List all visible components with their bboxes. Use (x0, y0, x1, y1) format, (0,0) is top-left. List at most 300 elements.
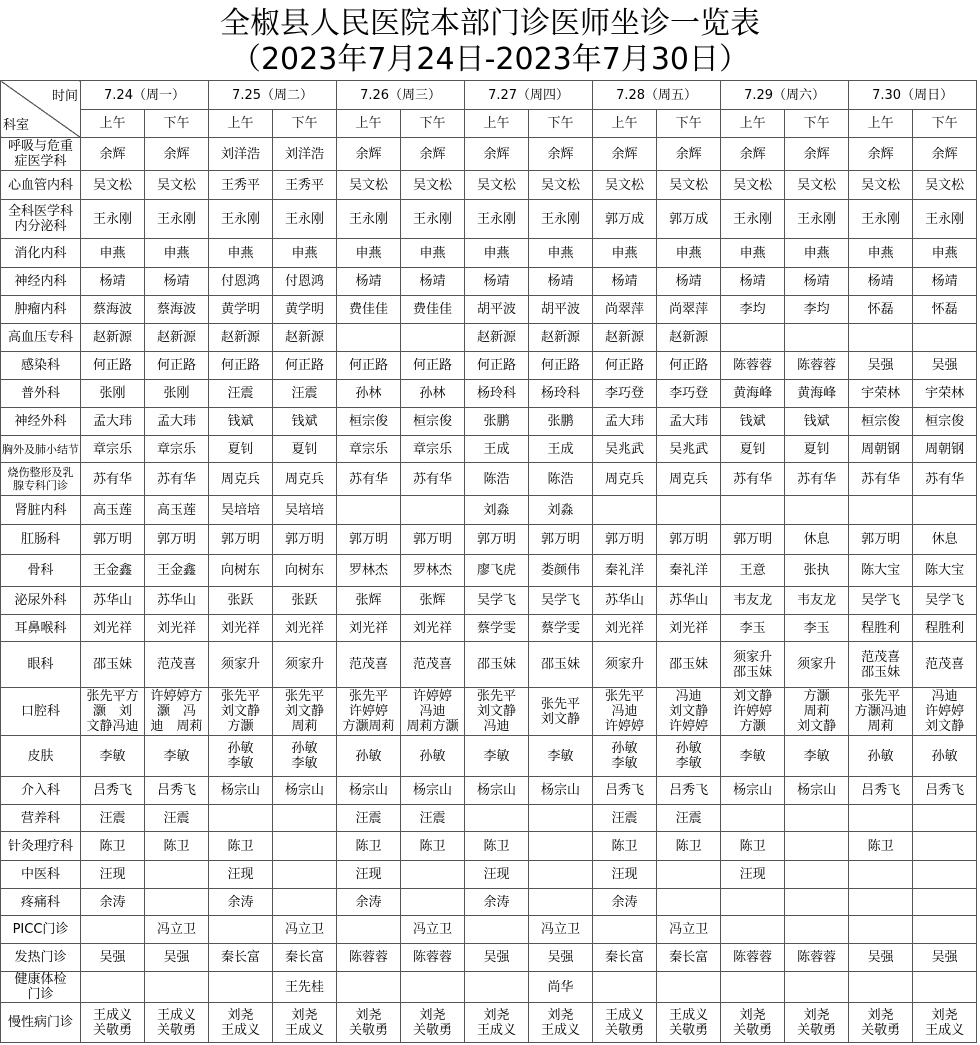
doctor-cell (785, 324, 849, 352)
department-name: 慢性病门诊 (1, 1003, 81, 1043)
doctor-cell: 赵新源 (81, 324, 145, 352)
doctor-cell: 桓宗俊 (401, 408, 465, 436)
doctor-cell: 汪现 (209, 861, 273, 889)
doctor-cell: 王成义 关敬勇 (81, 1003, 145, 1043)
department-name: 营养科 (1, 805, 81, 832)
doctor-cell: 苏有华 (81, 463, 145, 496)
doctor-cell: 杨靖 (81, 268, 145, 296)
doctor-cell: 刘尧 王成义 (209, 1003, 273, 1043)
doctor-cell: 汪震 (145, 805, 209, 832)
afternoon-header: 下午 (529, 110, 593, 138)
doctor-cell (849, 805, 913, 832)
table-row (1, 972, 977, 1003)
day-header: 7.29（周六） (721, 81, 849, 110)
doctor-cell: 向树东 (273, 555, 337, 587)
doctor-cell: 夏钊 (209, 436, 273, 463)
doctor-cell (657, 861, 721, 889)
doctor-cell: 吴文松 (657, 171, 721, 200)
morning-header: 上午 (721, 110, 785, 138)
doctor-cell: 余辉 (657, 138, 721, 171)
doctor-cell: 赵新源 (145, 324, 209, 352)
doctor-cell: 杨靖 (849, 268, 913, 296)
doctor-cell: 杨靖 (145, 268, 209, 296)
doctor-cell: 孙林 (401, 380, 465, 408)
doctor-cell: 郭万明 (81, 525, 145, 555)
doctor-cell: 刘尧 王成义 (465, 1003, 529, 1043)
doctor-cell: 王秀平 (273, 171, 337, 200)
doctor-cell: 邵玉妹 (529, 642, 593, 688)
doctor-cell: 李巧登 (593, 380, 657, 408)
table-row (1, 239, 977, 268)
doctor-cell (785, 832, 849, 861)
doctor-cell: 刘洋浩 (273, 138, 337, 171)
department-name: 胸外及肺小结节 (1, 436, 81, 463)
doctor-cell: 苏华山 (593, 587, 657, 615)
table-row (1, 916, 977, 944)
doctor-cell: 苏有华 (913, 463, 977, 496)
doctor-cell: 钱斌 (209, 408, 273, 436)
doctor-cell: 吴强 (849, 352, 913, 380)
doctor-cell (785, 889, 849, 916)
doctor-cell: 孙敏 (913, 736, 977, 777)
department-name: 烧伤整形及乳 腺专科门诊 (1, 463, 81, 496)
doctor-cell (785, 496, 849, 525)
doctor-cell: 周克兵 (593, 463, 657, 496)
doctor-cell: 向树东 (209, 555, 273, 587)
doctor-cell: 吴文松 (529, 171, 593, 200)
doctor-cell: 陈蓉蓉 (721, 352, 785, 380)
doctor-cell: 张先平 许婷婷 方灏周莉 (337, 688, 401, 736)
table-row (1, 861, 977, 889)
doctor-cell: 尚华 (529, 972, 593, 1003)
table-row (1, 889, 977, 916)
doctor-cell (593, 972, 657, 1003)
doctor-cell: 何正路 (657, 352, 721, 380)
doctor-cell (849, 324, 913, 352)
doctor-cell: 秦礼洋 (657, 555, 721, 587)
doctor-cell: 刘光祥 (337, 615, 401, 642)
doctor-cell: 吕秀飞 (913, 777, 977, 805)
doctor-cell: 张鹏 (529, 408, 593, 436)
doctor-cell: 王成义 关敬勇 (145, 1003, 209, 1043)
department-name: 肾脏内科 (1, 496, 81, 525)
doctor-cell: 胡平波 (529, 296, 593, 324)
doctor-cell: 吴兆武 (657, 436, 721, 463)
table-row (1, 200, 977, 239)
doctor-cell: 邵玉妹 (657, 642, 721, 688)
doctor-cell: 余辉 (337, 138, 401, 171)
doctor-cell: 吴文松 (81, 171, 145, 200)
doctor-cell: 须家升 (785, 642, 849, 688)
department-name: 呼吸与危重 症医学科 (1, 138, 81, 171)
afternoon-header: 下午 (657, 110, 721, 138)
doctor-cell: 申燕 (145, 239, 209, 268)
department-name: 眼科 (1, 642, 81, 688)
doctor-cell: 尚翠萍 (593, 296, 657, 324)
doctor-cell: 张执 (785, 555, 849, 587)
doctor-cell: 方灏 周莉 刘文静 (785, 688, 849, 736)
corner-dept-label: 科室 (3, 118, 30, 133)
doctor-cell: 申燕 (337, 239, 401, 268)
doctor-cell: 杨靖 (465, 268, 529, 296)
table-row (1, 436, 977, 463)
doctor-cell: 孙林 (337, 380, 401, 408)
doctor-cell: 陈大宝 (913, 555, 977, 587)
doctor-cell: 王永刚 (401, 200, 465, 239)
doctor-cell: 王金鑫 (81, 555, 145, 587)
doctor-cell: 王永刚 (721, 200, 785, 239)
department-name: 疼痛科 (1, 889, 81, 916)
doctor-cell: 余涛 (593, 889, 657, 916)
doctor-cell: 余辉 (529, 138, 593, 171)
doctor-cell: 李敏 (81, 736, 145, 777)
doctor-cell: 陈卫 (145, 832, 209, 861)
doctor-cell: 申燕 (721, 239, 785, 268)
table-row (1, 555, 977, 587)
doctor-cell: 王成 (529, 436, 593, 463)
doctor-cell: 郭万成 (593, 200, 657, 239)
doctor-cell: 章宗乐 (81, 436, 145, 463)
department-name: 肿瘤内科 (1, 296, 81, 324)
doctor-cell: 李玉 (721, 615, 785, 642)
doctor-cell (401, 972, 465, 1003)
doctor-cell: 王永刚 (209, 200, 273, 239)
doctor-cell: 陈蓉蓉 (721, 944, 785, 972)
doctor-cell: 孟大玮 (657, 408, 721, 436)
doctor-cell (849, 916, 913, 944)
doctor-cell: 王永刚 (849, 200, 913, 239)
doctor-cell: 汪震 (593, 805, 657, 832)
doctor-cell: 赵新源 (209, 324, 273, 352)
doctor-cell: 冯迪 许婷婷 刘文静 (913, 688, 977, 736)
doctor-cell: 王成义 关敬勇 (593, 1003, 657, 1043)
department-name: 感染科 (1, 352, 81, 380)
doctor-cell (785, 972, 849, 1003)
doctor-cell: 杨宗山 (401, 777, 465, 805)
table-row (1, 805, 977, 832)
doctor-cell: 杨宗山 (209, 777, 273, 805)
doctor-cell: 张先平方 灏 刘 文静冯迪 (81, 688, 145, 736)
doctor-cell: 章宗乐 (401, 436, 465, 463)
doctor-cell: 吴强 (529, 944, 593, 972)
table-row (1, 138, 977, 171)
doctor-cell: 周克兵 (209, 463, 273, 496)
doctor-cell: 韦友龙 (721, 587, 785, 615)
doctor-cell: 刘光祥 (657, 615, 721, 642)
doctor-cell: 刘尧 王成义 (273, 1003, 337, 1043)
doctor-cell (785, 916, 849, 944)
doctor-cell (913, 324, 977, 352)
doctor-cell: 陈蓉蓉 (785, 352, 849, 380)
doctor-cell: 孙敏 (849, 736, 913, 777)
doctor-cell: 刘淼 (465, 496, 529, 525)
afternoon-header: 下午 (913, 110, 977, 138)
doctor-cell (913, 916, 977, 944)
doctor-cell: 范茂喜 (401, 642, 465, 688)
doctor-cell: 周朝钢 (913, 436, 977, 463)
doctor-cell: 张先平 刘文静 方灏 (209, 688, 273, 736)
doctor-cell: 陈大宝 (849, 555, 913, 587)
doctor-cell (209, 916, 273, 944)
department-name: 骨科 (1, 555, 81, 587)
doctor-cell: 余涛 (209, 889, 273, 916)
doctor-cell: 杨靖 (593, 268, 657, 296)
table-row (1, 352, 977, 380)
doctor-cell: 汪震 (209, 380, 273, 408)
doctor-cell: 王成 (465, 436, 529, 463)
doctor-cell: 夏钊 (273, 436, 337, 463)
doctor-cell (849, 972, 913, 1003)
doctor-cell (913, 805, 977, 832)
doctor-cell: 何正路 (465, 352, 529, 380)
doctor-cell: 陈卫 (401, 832, 465, 861)
table-row (1, 587, 977, 615)
doctor-cell: 须家升 (209, 642, 273, 688)
table-row (1, 268, 977, 296)
doctor-cell: 刘尧 关敬勇 (785, 1003, 849, 1043)
doctor-cell (81, 916, 145, 944)
doctor-cell: 吴文松 (465, 171, 529, 200)
doctor-cell: 张先平 冯迪 许婷婷 (593, 688, 657, 736)
doctor-cell: 吴强 (145, 944, 209, 972)
doctor-cell (337, 324, 401, 352)
doctor-cell (145, 972, 209, 1003)
doctor-cell: 孙敏 李敏 (657, 736, 721, 777)
doctor-cell: 杨玲科 (465, 380, 529, 408)
doctor-cell: 李巧登 (657, 380, 721, 408)
table-row (1, 642, 977, 688)
doctor-cell: 黄学明 (209, 296, 273, 324)
department-name: 中医科 (1, 861, 81, 889)
doctor-cell: 陈蓉蓉 (785, 944, 849, 972)
department-name: 针灸理疗科 (1, 832, 81, 861)
doctor-cell: 孙敏 李敏 (593, 736, 657, 777)
doctor-cell: 孙敏 (401, 736, 465, 777)
doctor-cell: 秦长富 (593, 944, 657, 972)
doctor-cell (465, 916, 529, 944)
doctor-cell: 苏华山 (145, 587, 209, 615)
doctor-cell: 李敏 (529, 736, 593, 777)
doctor-cell: 余辉 (849, 138, 913, 171)
doctor-cell: 郭万明 (721, 525, 785, 555)
doctor-cell: 秦礼洋 (593, 555, 657, 587)
doctor-cell: 何正路 (209, 352, 273, 380)
doctor-cell: 陈卫 (465, 832, 529, 861)
doctor-cell (337, 972, 401, 1003)
doctor-cell: 费佳佳 (401, 296, 465, 324)
doctor-cell: 孙敏 (337, 736, 401, 777)
doctor-cell (529, 889, 593, 916)
doctor-cell: 余涛 (465, 889, 529, 916)
doctor-cell: 张鹏 (465, 408, 529, 436)
doctor-cell: 邵玉妹 (81, 642, 145, 688)
doctor-cell (913, 832, 977, 861)
doctor-cell (913, 889, 977, 916)
doctor-cell: 陈卫 (657, 832, 721, 861)
morning-header: 上午 (849, 110, 913, 138)
department-name: 神经内科 (1, 268, 81, 296)
doctor-cell: 王秀平 (209, 171, 273, 200)
doctor-cell: 杨宗山 (529, 777, 593, 805)
department-name: 发热门诊 (1, 944, 81, 972)
doctor-cell (81, 972, 145, 1003)
doctor-cell (337, 916, 401, 944)
doctor-cell: 申燕 (657, 239, 721, 268)
doctor-cell: 吴兆武 (593, 436, 657, 463)
doctor-cell: 何正路 (273, 352, 337, 380)
doctor-cell: 许婷婷 冯迪 周莉方灏 (401, 688, 465, 736)
doctor-cell: 钱斌 (721, 408, 785, 436)
doctor-cell: 刘尧 王成义 (529, 1003, 593, 1043)
doctor-cell: 杨靖 (401, 268, 465, 296)
doctor-cell: 罗林杰 (401, 555, 465, 587)
doctor-cell (721, 916, 785, 944)
doctor-cell: 何正路 (337, 352, 401, 380)
afternoon-header: 下午 (401, 110, 465, 138)
doctor-cell: 苏有华 (721, 463, 785, 496)
doctor-cell: 孟大玮 (81, 408, 145, 436)
doctor-cell: 余辉 (785, 138, 849, 171)
doctor-cell (529, 832, 593, 861)
doctor-cell: 余辉 (913, 138, 977, 171)
doctor-cell (657, 889, 721, 916)
doctor-cell: 冯立卫 (145, 916, 209, 944)
doctor-cell: 吴文松 (593, 171, 657, 200)
doctor-cell: 冯迪 刘文静 许婷婷 (657, 688, 721, 736)
doctor-cell (593, 916, 657, 944)
doctor-cell: 杨宗山 (273, 777, 337, 805)
doctor-cell: 休息 (785, 525, 849, 555)
doctor-cell: 王永刚 (529, 200, 593, 239)
doctor-cell: 高玉莲 (81, 496, 145, 525)
doctor-cell: 张辉 (337, 587, 401, 615)
doctor-cell: 苏有华 (401, 463, 465, 496)
doctor-cell: 宇荣林 (913, 380, 977, 408)
doctor-cell (721, 889, 785, 916)
doctor-cell: 章宗乐 (145, 436, 209, 463)
doctor-cell: 孙敏 李敏 (209, 736, 273, 777)
doctor-cell: 汪震 (273, 380, 337, 408)
doctor-cell: 陈卫 (849, 832, 913, 861)
doctor-cell: 杨宗山 (785, 777, 849, 805)
doctor-cell: 余辉 (401, 138, 465, 171)
doctor-cell: 娄颜伟 (529, 555, 593, 587)
department-name: PICC门诊 (1, 916, 81, 944)
doctor-cell: 刘光祥 (81, 615, 145, 642)
doctor-cell: 吴学飞 (529, 587, 593, 615)
doctor-cell: 杨靖 (721, 268, 785, 296)
doctor-cell: 高玉莲 (145, 496, 209, 525)
doctor-cell: 胡平波 (465, 296, 529, 324)
doctor-cell: 吴文松 (401, 171, 465, 200)
doctor-cell: 申燕 (209, 239, 273, 268)
doctor-cell: 陈卫 (593, 832, 657, 861)
doctor-cell: 郭万明 (849, 525, 913, 555)
doctor-cell: 夏钊 (721, 436, 785, 463)
doctor-cell: 郭万成 (657, 200, 721, 239)
doctor-cell: 刘尧 关敬勇 (337, 1003, 401, 1043)
doctor-cell: 宇荣林 (849, 380, 913, 408)
department-name: 皮肤 (1, 736, 81, 777)
doctor-cell: 张先平 方灏冯迪 周莉 (849, 688, 913, 736)
doctor-cell: 孟大玮 (593, 408, 657, 436)
doctor-cell: 吴文松 (337, 171, 401, 200)
doctor-cell: 申燕 (593, 239, 657, 268)
doctor-cell: 范茂喜 (913, 642, 977, 688)
day-header: 7.28（周五） (593, 81, 721, 110)
doctor-cell: 汪震 (401, 805, 465, 832)
doctor-cell: 廖飞虎 (465, 555, 529, 587)
doctor-cell (401, 324, 465, 352)
table-row (1, 324, 977, 352)
doctor-cell: 刘尧 关敬勇 (401, 1003, 465, 1043)
doctor-cell: 蔡海波 (81, 296, 145, 324)
doctor-cell: 章宗乐 (337, 436, 401, 463)
doctor-cell: 李均 (721, 296, 785, 324)
doctor-cell: 吴强 (913, 944, 977, 972)
doctor-cell: 汪现 (465, 861, 529, 889)
doctor-cell: 刘光祥 (401, 615, 465, 642)
doctor-cell: 汪震 (337, 805, 401, 832)
doctor-cell: 李敏 (465, 736, 529, 777)
doctor-cell: 余涛 (337, 889, 401, 916)
doctor-cell: 孙敏 李敏 (273, 736, 337, 777)
doctor-cell: 苏有华 (145, 463, 209, 496)
doctor-cell: 申燕 (785, 239, 849, 268)
table-row (1, 832, 977, 861)
doctor-cell: 范茂喜 (337, 642, 401, 688)
doctor-cell: 王永刚 (145, 200, 209, 239)
doctor-cell (913, 972, 977, 1003)
doctor-cell: 苏有华 (785, 463, 849, 496)
doctor-cell: 黄海峰 (785, 380, 849, 408)
doctor-cell: 余辉 (721, 138, 785, 171)
doctor-cell: 杨玲科 (529, 380, 593, 408)
doctor-cell: 张刚 (81, 380, 145, 408)
doctor-cell: 郭万明 (145, 525, 209, 555)
doctor-cell: 须家升 (273, 642, 337, 688)
doctor-cell: 王金鑫 (145, 555, 209, 587)
table-row (1, 688, 977, 736)
doctor-cell: 苏华山 (657, 587, 721, 615)
doctor-cell: 张刚 (145, 380, 209, 408)
doctor-cell: 王永刚 (913, 200, 977, 239)
doctor-cell: 吴强 (465, 944, 529, 972)
doctor-cell: 刘光祥 (273, 615, 337, 642)
doctor-cell: 郭万明 (209, 525, 273, 555)
doctor-cell: 吴学飞 (849, 587, 913, 615)
table-row (1, 171, 977, 200)
doctor-cell: 郭万明 (657, 525, 721, 555)
doctor-cell: 蔡学雯 (465, 615, 529, 642)
doctor-cell: 冯立卫 (273, 916, 337, 944)
doctor-cell: 王永刚 (337, 200, 401, 239)
department-name: 口腔科 (1, 688, 81, 736)
doctor-cell (401, 861, 465, 889)
doctor-cell: 冯立卫 (657, 916, 721, 944)
doctor-cell: 李敏 (145, 736, 209, 777)
doctor-cell: 苏有华 (337, 463, 401, 496)
doctor-cell (593, 496, 657, 525)
doctor-cell: 王意 (721, 555, 785, 587)
doctor-cell: 周克兵 (657, 463, 721, 496)
doctor-cell: 周朝钢 (849, 436, 913, 463)
doctor-cell: 刘光祥 (209, 615, 273, 642)
doctor-cell: 吴学飞 (465, 587, 529, 615)
doctor-cell: 休息 (913, 525, 977, 555)
doctor-cell (273, 889, 337, 916)
doctor-cell: 蔡学雯 (529, 615, 593, 642)
